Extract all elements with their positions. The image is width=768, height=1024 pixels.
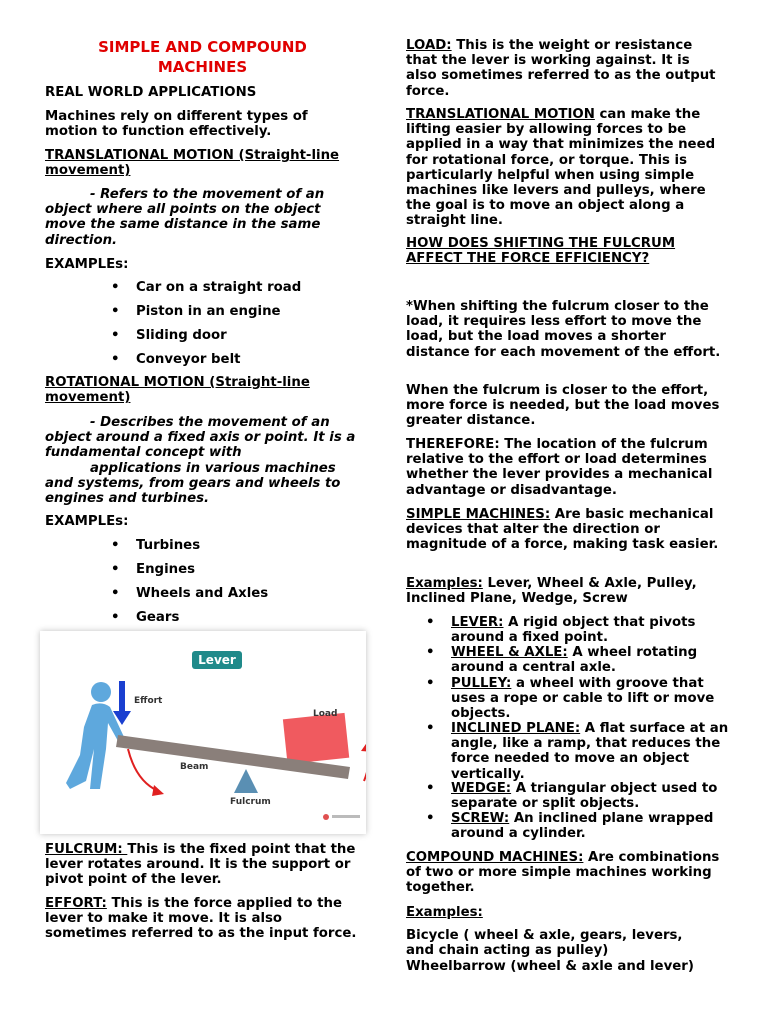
load-def: This is the weight or resistance that the lever is working against. It is also sometimes referred to as the output force. (406, 38, 716, 99)
load-box (283, 713, 349, 764)
rotational-description (45, 415, 360, 506)
bullet-icon: • (111, 538, 120, 553)
rotation-arrow-right-icon (361, 741, 366, 781)
lever-badge-label: Lever (198, 653, 236, 667)
fulcrum-question: HOW DOES SHIFTING THE FULCRUM AFFECT THE FORCE EFFICIENCY? (406, 236, 676, 267)
compound-examples-label: Examples: (406, 905, 483, 920)
machine-def: a wheel with groove that uses a rope or cable to lift or move objects. (451, 676, 715, 722)
title-line-2: MACHINES (157, 57, 248, 76)
translational-desc-first: - Refers to the movement of an (90, 187, 325, 202)
bullet-icon: • (426, 676, 435, 691)
fulcrum-definition (45, 842, 360, 888)
lever-figure (40, 631, 366, 834)
lever-diagram (40, 631, 366, 834)
fulcrum-def: This is the fixed point that the lever rotates around. It is the support or pivot point of the lever. (45, 842, 356, 888)
translational-desc-rest: object where all points on the object move the same distance in the same direction. (45, 202, 321, 248)
load-label: Load (313, 709, 338, 719)
rotational-desc-indent: applications in various machines (90, 460, 336, 476)
effort-definition (45, 896, 360, 942)
fulcrum-paragraph-2: When the fulcrum is closer to the effort, more force is needed, but the load moves greater distance. (406, 383, 720, 429)
fulcrum-label: Fulcrum (230, 797, 271, 807)
simple-machines-term: SIMPLE MACHINES: (406, 507, 551, 522)
document-title (45, 38, 360, 77)
machine-term: WEDGE: (451, 781, 512, 796)
examples-label-2: EXAMPLEs: (45, 514, 129, 529)
compound-machines-definition (406, 850, 724, 896)
simple-examples-term: Examples: (406, 576, 483, 591)
bullet-icon: • (426, 721, 435, 736)
bullet-icon: • (111, 352, 120, 367)
section-heading: REAL WORLD APPLICATIONS (45, 85, 257, 100)
list-item-text: Piston in an engine (136, 304, 281, 319)
machine-term: INCLINED PLANE: (451, 721, 581, 736)
intro-paragraph: Machines rely on different types of motion to function effectively. (45, 109, 308, 140)
load-term: LOAD: (406, 38, 452, 53)
machine-def: A wheel rotating around a central axle. (451, 645, 698, 676)
title-line-1: SIMPLE AND COMPOUND (98, 38, 307, 56)
machine-term: PULLEY: (451, 676, 512, 691)
effort-def: This is the force applied to the lever to make it move. It is also sometimes referred to as the input force. (45, 896, 357, 942)
list-item-text: Turbines (136, 538, 201, 553)
machine-def: An inclined plane wrapped around a cylinder. (451, 811, 714, 842)
list-item-text: Car on a straight road (136, 280, 302, 295)
bullet-icon: • (111, 586, 120, 601)
bullet-icon: • (111, 280, 120, 295)
compound-example-1: Bicycle ( wheel & axle, gears, levers, and chain acting as pulley) (406, 928, 683, 959)
therefore-paragraph: THEREFORE: The location of the fulcrum relative to the effort or load determines whether the lever provides a mechanical advantage or disadvantage. (406, 437, 713, 498)
fulcrum-term: FULCRUM: (45, 842, 128, 857)
compound-example-2: Wheelbarrow (wheel & axle and lever) (406, 959, 694, 974)
translational-description (45, 187, 360, 248)
fulcrum-paragraph-1: *When shifting the fulcrum closer to the load, it requires less effort to move the load, but the load moves a shorter distance for each movement of the effort. (406, 299, 721, 360)
bullet-icon: • (426, 811, 435, 826)
machine-def: A triangular object used to separate or split objects. (451, 781, 718, 812)
bullet-icon: • (426, 645, 435, 660)
bullet-icon: • (426, 615, 435, 630)
fulcrum-triangle-icon (234, 769, 258, 793)
translational-heading: TRANSLATIONAL MOTION (Straight-line movement) (45, 148, 340, 179)
translational-term: TRANSLATIONAL MOTION (406, 107, 595, 122)
effort-label: Effort (134, 696, 163, 706)
compound-machines-term: COMPOUND MACHINES: (406, 850, 584, 865)
rotational-heading: ROTATIONAL MOTION (Straight-line movement) (45, 375, 310, 406)
rotation-arrow-left-icon (128, 749, 164, 796)
rotational-desc-mid: object around a fixed axis or point. It is a fundamental concept with (45, 430, 356, 461)
rotational-desc-first: - Describes the movement of an (90, 415, 330, 430)
machine-def: A flat surface at an angle, like a ramp, that reduces the force needed to move an object vertically. (451, 721, 729, 782)
simple-machines-def: Are basic mechanical devices that alter the direction or magnitude of a force, making task easier. (406, 507, 719, 553)
examples-label-1: EXAMPLEs: (45, 257, 129, 272)
simple-examples-def: Lever, Wheel & Axle, Pulley, Inclined Plane, Wedge, Screw (406, 576, 697, 607)
person-icon (66, 682, 124, 789)
list-item-text: Gears (136, 610, 180, 625)
list-item-text: Wheels and Axles (136, 586, 269, 601)
compound-machines-def: Are combinations of two or more simple machines working together. (406, 850, 720, 896)
list-item-text: Sliding door (136, 328, 227, 343)
machine-term: SCREW: (451, 811, 510, 826)
machine-term: WHEEL & AXLE: (451, 645, 568, 660)
list-item-text: Engines (136, 562, 196, 577)
translational-def: can make the lifting easier by allowing forces to be applied in a way that minimizes the need for rotational force, or torque. This is particularly helpful when using simple machines like levers and pulleys, where the goal is to move an object along a straight line. (406, 107, 716, 229)
rotational-desc-rest: and systems, from gears and wheels to engines and turbines. (45, 475, 341, 507)
effort-term: EFFORT: (45, 896, 107, 911)
machine-def: A rigid object that pivots around a fixed point. (451, 615, 696, 646)
beam-label: Beam (180, 762, 209, 772)
bullet-icon: • (111, 304, 120, 319)
bullet-icon: • (111, 328, 120, 343)
watermark-logo (323, 814, 360, 820)
translational-paragraph (406, 107, 724, 229)
bullet-icon: • (426, 781, 435, 796)
simple-examples (406, 576, 724, 606)
list-item-text: Conveyor belt (136, 352, 241, 367)
bullet-icon: • (111, 610, 120, 625)
bullet-icon: • (111, 562, 120, 577)
machine-term: LEVER: (451, 615, 504, 630)
effort-arrow-icon (113, 681, 131, 725)
simple-machines-definition (406, 507, 724, 553)
load-definition (406, 38, 724, 99)
